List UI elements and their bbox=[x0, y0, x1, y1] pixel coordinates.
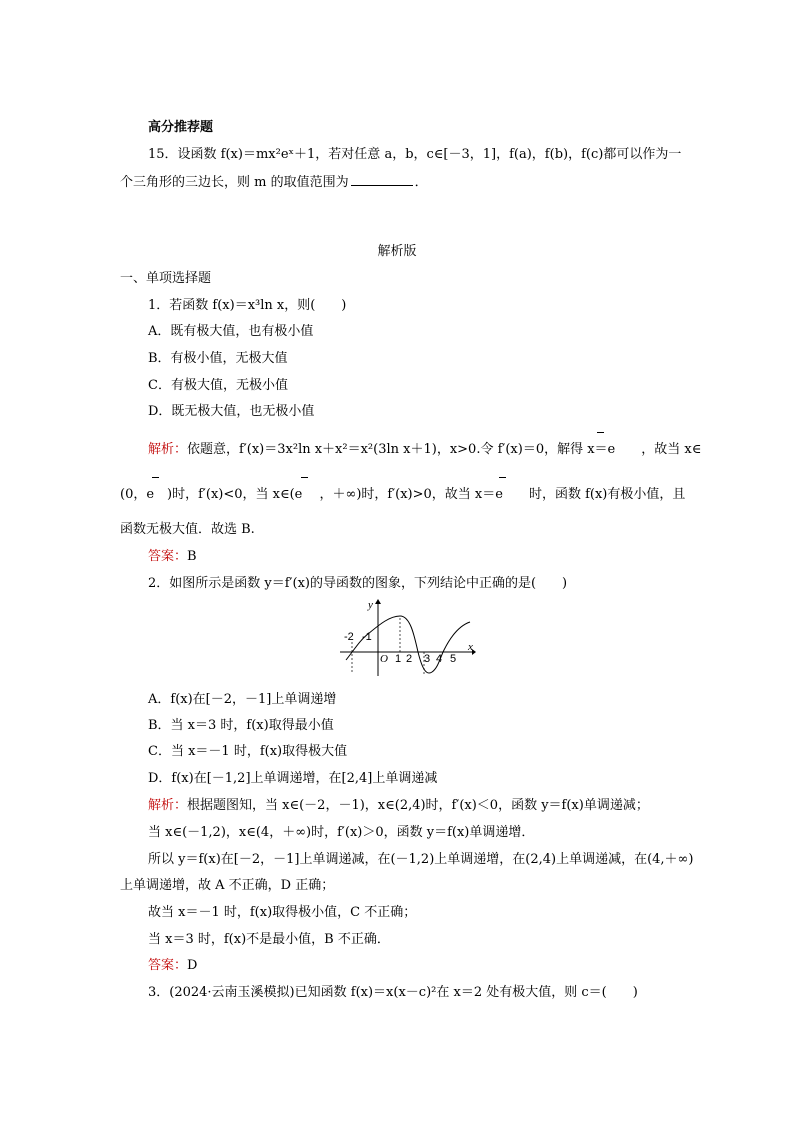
x-axis-label: x bbox=[468, 641, 473, 653]
tick-label-3: 3 bbox=[424, 653, 431, 665]
section-title: 高分推荐题 bbox=[148, 120, 214, 135]
q2-analysis-line4: 上单调递增，故 A 不正确，D 正确； bbox=[120, 878, 335, 893]
q1-stem: 1．若函数 f(x)＝x³ln x，则( ) bbox=[148, 298, 347, 313]
y-axis-label: y bbox=[368, 599, 373, 611]
q2-answer-label: 答案： bbox=[148, 958, 188, 973]
tick-label-4: 4 bbox=[436, 653, 443, 665]
q2-option-d: D．f(x)在[－1,2]上单调递增，在[2,4]上单调递减 bbox=[148, 771, 438, 786]
q2-option-a: A．f(x)在[－2，－1]上单调递增 bbox=[148, 692, 337, 707]
q1-option-b: B．有极小值，无极大值 bbox=[148, 351, 288, 366]
q2-answer bbox=[148, 957, 197, 975]
q1-option-c: C．有极大值，无极小值 bbox=[148, 378, 288, 393]
q1-option-d: D．既无极大值，也无极小值 bbox=[148, 404, 315, 419]
q2-analysis-line1 bbox=[148, 797, 649, 815]
tick-label-2: 2 bbox=[406, 653, 413, 665]
q3-stem: 3．(2024·云南玉溪模拟)已知函数 f(x)＝x(x－c)²在 x＝2 处有极大值，则 c＝( ) bbox=[148, 985, 638, 1000]
q2-analysis-label: 解析： bbox=[148, 798, 188, 813]
q1-answer bbox=[148, 548, 197, 566]
q2-option-b: B．当 x＝3 时，f(x)取得最小值 bbox=[148, 718, 334, 733]
tick-label-minus1: -1 bbox=[362, 631, 372, 643]
exponent-bar bbox=[301, 477, 308, 478]
q1-analysis-line1 bbox=[148, 441, 701, 459]
q2-analysis-line2: 当 x∈(－1,2)，x∈(4，＋∞)时，f′(x)＞0，函数 y＝f(x)单调递增． bbox=[148, 825, 535, 840]
q2-answer-value: D bbox=[187, 958, 198, 973]
q15-line2-end: ． bbox=[414, 175, 428, 190]
origin-label: O bbox=[380, 653, 388, 665]
q2-analysis-line6: 当 x＝3 时，f(x)不是最小值，B 不正确． bbox=[148, 932, 390, 947]
part1-heading: 一、单项选择题 bbox=[120, 271, 212, 286]
q1-option-a: A．既有极大值，也有极小值 bbox=[148, 324, 314, 339]
q1-analysis-label: 解析： bbox=[148, 442, 188, 457]
q15-line1: 15．设函数 f(x)＝mx²eˣ＋1，若对任意 a，b，c∈[－3，1]，f(a)，f(b)，f(c)都可以作为一 bbox=[148, 147, 682, 162]
tick-label-minus2: -2 bbox=[344, 631, 354, 643]
q2-analysis-line3: 所以 y＝f(x)在[－2，－1]上单调递减，在(－1,2)上单调递增，在(2,4)上单调递减，在(4,＋∞) bbox=[148, 852, 694, 867]
answer-version-title: 解析版 bbox=[377, 244, 417, 259]
q1-analysis-text1: 依题意，f′(x)＝3x²ln x＋x²＝x²(3ln x＋1)，x>0.令 f′(x)＝0，解得 x＝e ，故当 x∈ bbox=[187, 442, 702, 457]
exponent-bar bbox=[499, 477, 506, 478]
exponent-bar bbox=[152, 477, 159, 478]
q2-analysis-line5: 故当 x＝－1 时，f(x)取得极小值，C 不正确； bbox=[148, 905, 417, 920]
q1-analysis-line3: 函数无极大值．故选 B. bbox=[120, 522, 255, 537]
q1-answer-label: 答案： bbox=[148, 549, 188, 564]
q15-line2 bbox=[120, 173, 428, 192]
q1-analysis-line2: (0，e )时，f′(x)<0，当 x∈(e ，＋∞)时，f′(x)>0，故当 x＝e 时，函数 f(x)有极小值，且 bbox=[120, 487, 686, 502]
q15-line2-text: 个三角形的三边长，则 m 的取值范围为 bbox=[120, 175, 349, 190]
q2-stem: 2．如图所示是函数 y＝f′(x)的导函数的图象，下列结论中正确的是( ) bbox=[148, 576, 568, 591]
tick-label-1: 1 bbox=[395, 653, 402, 665]
derivative-graph-figure bbox=[336, 596, 476, 678]
q2-option-c: C．当 x＝－1 时，f(x)取得极大值 bbox=[148, 744, 348, 759]
answer-blank bbox=[351, 173, 413, 186]
tick-label-5: 5 bbox=[450, 653, 457, 665]
exponent-bar bbox=[597, 432, 604, 433]
y-axis-arrow bbox=[375, 599, 381, 604]
q2-analysis-text1: 根据题图知，当 x∈(－2，－1)，x∈(2,4)时，f′(x)＜0，函数 y＝f(x)单调递减； bbox=[187, 798, 649, 813]
q1-answer-value: B bbox=[187, 549, 197, 564]
